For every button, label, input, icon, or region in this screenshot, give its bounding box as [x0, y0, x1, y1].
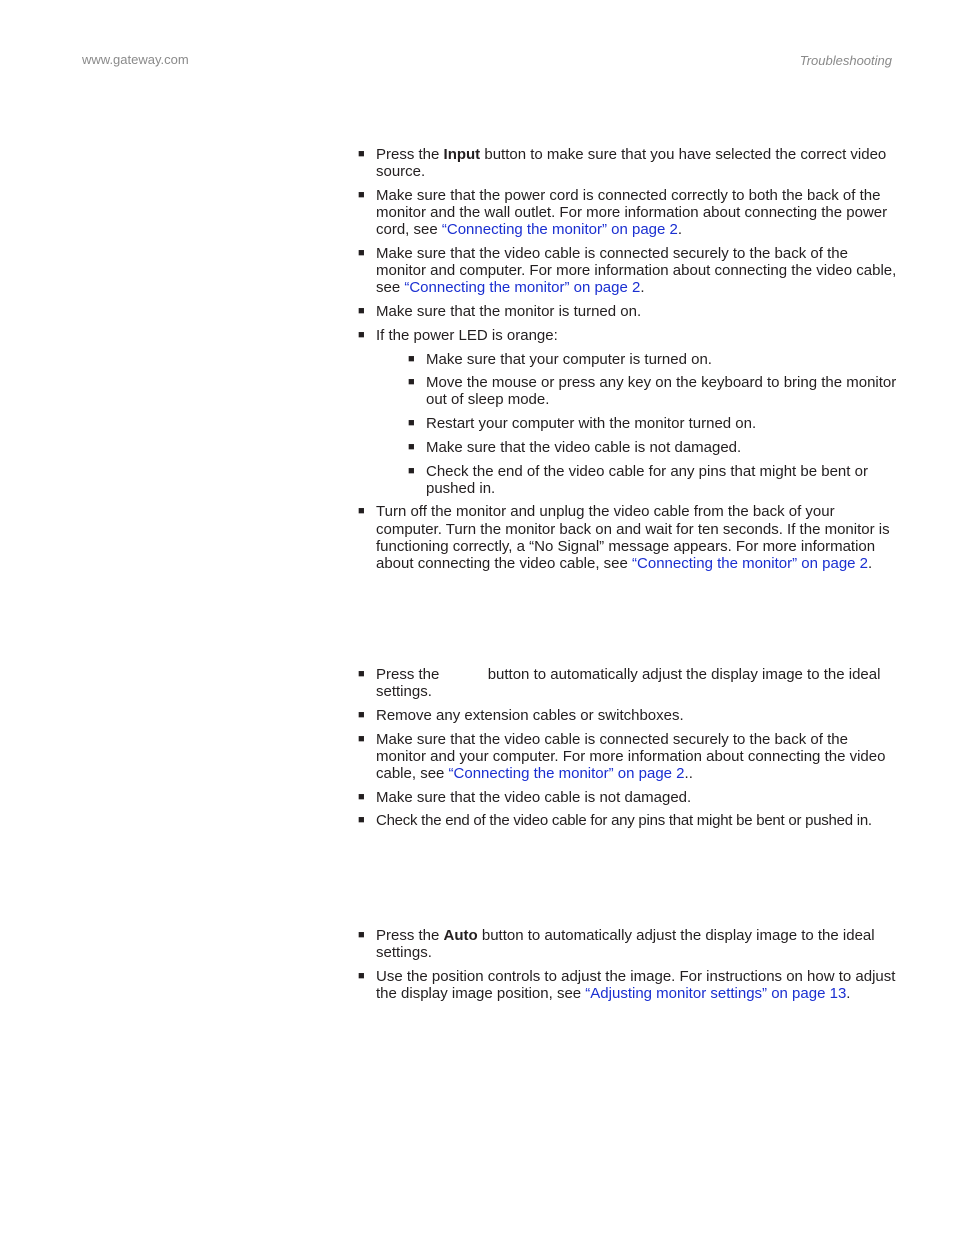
list-item: ■ Press the button to automatically adjust the display image to the ideal settings. — [358, 666, 881, 701]
bullet-icon: ■ — [358, 732, 365, 745]
bullet-icon: ■ — [358, 305, 365, 318]
list-item: ■ Check the end of the video cable for any pins that might be bent or pushed in. — [358, 812, 872, 830]
bullet-icon: ■ — [358, 505, 365, 518]
list-item: ■ Remove any extension cables or switchboxes. — [358, 706, 684, 724]
bullet-icon: ■ — [358, 929, 365, 941]
list-item: ■ Make sure that the video cable is not damaged. — [358, 788, 692, 806]
sub-list-item: ■ Make sure that your computer is turned on. — [408, 350, 712, 368]
list-item: ■ Turn off the monitor and unplug the video cable from the back of your computer. Turn the monitor back on and wait for ten seconds. If the monitor is functioning correctly, a “No Signal” message appears. For more information about connecting the video cable, see “Connecting the monitor” on page 2. — [358, 503, 890, 573]
bullet-icon: ■ — [408, 464, 415, 477]
troubleshooting-list-image-quality — [358, 666, 898, 836]
troubleshooting-list-no-picture — [358, 146, 898, 579]
bullet-icon: ■ — [358, 148, 365, 160]
input-button-name: Input — [443, 146, 481, 163]
bullet-icon: ■ — [358, 814, 365, 827]
list-item: ■ Make sure that the video cable is connected securely to the back of the monitor and computer. For more information about connecting the video cable, see “Connecting the monitor” on page 2. — [358, 245, 897, 297]
bullet-icon: ■ — [408, 352, 415, 365]
sub-list-item: ■ Move the mouse or press any key on the keyboard to bring the monitor out of sleep mode. — [408, 374, 897, 409]
sub-list-item: ■ Check the end of the video cable for any pins that might be bent or pushed in. — [408, 462, 868, 497]
sub-list-item: ■ Restart your computer with the monitor turned on. — [408, 415, 757, 433]
cross-reference-link[interactable]: “Connecting the monitor” on page 2 — [632, 555, 869, 573]
header-website: www.gateway.com — [82, 52, 189, 67]
cross-reference-link[interactable]: “Adjusting monitor settings” on page 13 — [585, 985, 847, 1003]
list-item: ■ Make sure that the video cable is connected securely to the back of the monitor and your computer. For more information about connecting the video cable, see “Connecting the monitor” on page 2.. — [358, 730, 886, 783]
troubleshooting-list-image-position — [358, 927, 898, 1009]
cross-reference-link[interactable]: “Connecting the monitor” on page 2 — [404, 279, 641, 297]
bullet-icon: ■ — [358, 668, 365, 680]
list-item: ■ If the power LED is orange: — [358, 326, 558, 344]
list-item: ■ Press the Auto button to automatically adjust the display image to the ideal settings. — [358, 927, 875, 962]
list-item: ■ Press the Input button to make sure that you have selected the correct video source. — [358, 146, 887, 181]
bullet-icon: ■ — [358, 708, 365, 721]
list-item: ■ Make sure that the monitor is turned on. — [358, 303, 642, 321]
auto-button-name: Auto — [443, 927, 478, 944]
bullet-icon: ■ — [408, 376, 415, 389]
bullet-icon: ■ — [358, 188, 365, 201]
bullet-icon: ■ — [358, 328, 365, 341]
cross-reference-link[interactable]: “Connecting the monitor” on page 2 — [441, 221, 678, 239]
sub-list-item: ■ Make sure that the video cable is not damaged. — [408, 438, 742, 456]
list-item: ■ Make sure that the power cord is connected correctly to both the back of the monitor and the wall outlet. For more information about connecting the power cord, see “Connecting the monitor” on page 2. — [358, 186, 888, 239]
bullet-icon: ■ — [358, 969, 365, 982]
list-item: ■ Use the position controls to adjust the image. For instructions on how to adjust the display image position, see “Adjusting monitor settings” on page 13. — [358, 967, 896, 1003]
header-section-title: Troubleshooting — [799, 53, 892, 68]
bullet-icon: ■ — [408, 417, 415, 430]
cross-reference-link[interactable]: “Connecting the monitor” on page 2 — [448, 765, 685, 783]
bullet-icon: ■ — [358, 790, 365, 803]
bullet-icon: ■ — [408, 440, 415, 453]
bullet-icon: ■ — [358, 247, 365, 260]
